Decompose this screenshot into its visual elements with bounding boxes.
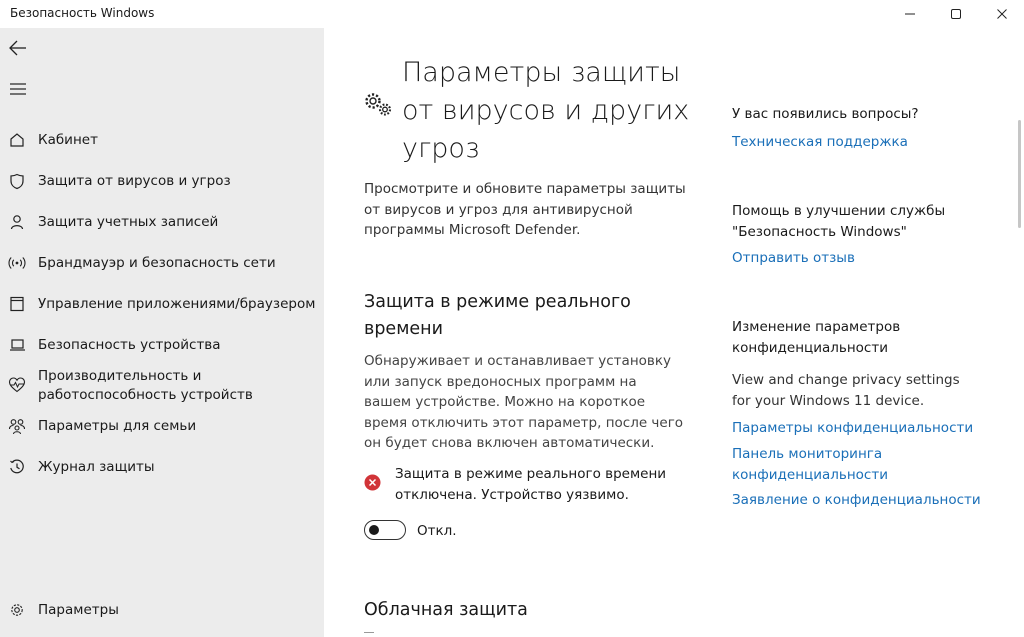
send-feedback-link[interactable]: Отправить отзыв	[732, 250, 855, 266]
sidebar-item-label: Защита от вирусов и угроз	[38, 172, 231, 189]
person-icon	[8, 213, 26, 231]
cloud-section-cut-icon	[364, 632, 374, 637]
minimize-icon	[904, 8, 916, 20]
realtime-protection-title: Защита в режиме реального времени	[364, 292, 631, 339]
app-window-icon	[8, 295, 26, 313]
maximize-icon	[950, 8, 962, 20]
history-icon	[8, 458, 26, 476]
toggle-state-label: Откл.	[417, 523, 457, 539]
sidebar-item-label: Защита учетных записей	[38, 213, 219, 230]
home-icon	[8, 131, 26, 149]
sidebar-item-home[interactable]	[0, 129, 324, 151]
toggle-knob	[369, 525, 379, 535]
scrollbar[interactable]	[1018, 120, 1021, 228]
close-icon	[996, 8, 1008, 20]
window-title: Безопасность Windows	[10, 6, 155, 20]
realtime-protection-toggle[interactable]	[364, 520, 406, 540]
sidebar-item-family-options[interactable]	[0, 415, 324, 437]
title-bar	[0, 0, 1024, 28]
sidebar-item-app-browser-control[interactable]	[0, 293, 324, 315]
tech-support-link[interactable]: Техническая поддержка	[732, 134, 908, 150]
close-button[interactable]	[979, 0, 1024, 28]
sidebar-item-virus-protection[interactable]	[0, 170, 324, 192]
realtime-protection-alert: Защита в режиме реального времени отключена. Устройство уязвимо.	[395, 466, 667, 503]
questions-heading: У вас появились вопросы?	[732, 106, 919, 122]
page-description: Просмотрите и обновите параметры защиты от вирусов и угроз для антивирусной программы Microsoft Defender.	[364, 181, 686, 238]
privacy-statement-link[interactable]: Заявление о конфиденциальности	[732, 492, 981, 508]
sidebar-item-label: Параметры	[38, 601, 119, 618]
settings-gears-icon	[364, 92, 394, 118]
sidebar-item-label: работоспособность устройств	[38, 387, 253, 403]
sidebar-item-device-performance[interactable]	[0, 366, 324, 406]
privacy-heading: Изменение параметров конфиденциальности	[732, 319, 901, 356]
hamburger-icon	[9, 82, 27, 96]
gear-icon	[8, 601, 26, 619]
page-title: Параметры защиты от вирусов и других угроз	[402, 57, 690, 164]
back-button[interactable]	[4, 35, 32, 61]
minimize-button[interactable]	[887, 0, 933, 28]
cloud-protection-title: Облачная защита	[364, 600, 528, 620]
sidebar-item-label: Управление приложениями/браузером	[38, 295, 316, 312]
sidebar-item-label: Журнал защиты	[38, 458, 155, 475]
heart-pulse-icon	[8, 376, 26, 394]
sidebar-item-firewall[interactable]	[0, 252, 324, 274]
privacy-settings-link[interactable]: Параметры конфиденциальности	[732, 420, 974, 436]
sidebar-item-label: Производительность и	[38, 368, 202, 384]
realtime-protection-description: Обнаруживает и останавливает установку или запуск вредоносных программ на вашем устройстве. Можно на короткое время отключить этот параметр, после чего он будет снова включен автоматически.	[364, 353, 684, 451]
sidebar-item-label: Кабинет	[38, 131, 98, 148]
maximize-button[interactable]	[933, 0, 979, 28]
sidebar-item-account-protection[interactable]	[0, 211, 324, 233]
error-x-icon	[364, 474, 381, 491]
shield-icon	[8, 172, 26, 190]
sidebar	[0, 28, 324, 637]
laptop-icon	[8, 336, 26, 354]
wifi-signal-icon	[8, 254, 26, 272]
sidebar-item-label: Брандмауэр и безопасность сети	[38, 254, 276, 271]
improve-heading: Помощь в улучшении службы "Безопасность Windows"	[732, 203, 946, 240]
privacy-dashboard-link[interactable]: Панель мониторинга конфиденциальности	[732, 446, 888, 483]
sidebar-item-device-security[interactable]	[0, 334, 324, 356]
sidebar-item-label: Безопасность устройства	[38, 336, 221, 353]
sidebar-item-label: Параметры для семьи	[38, 417, 197, 434]
back-arrow-icon	[8, 40, 28, 56]
menu-button[interactable]	[4, 76, 32, 102]
main-content	[324, 28, 1024, 637]
sidebar-item-settings[interactable]	[0, 599, 324, 621]
family-icon	[8, 417, 26, 435]
privacy-text: View and change privacy settings for your Windows 11 device.	[732, 372, 960, 409]
sidebar-item-protection-history[interactable]	[0, 456, 324, 478]
